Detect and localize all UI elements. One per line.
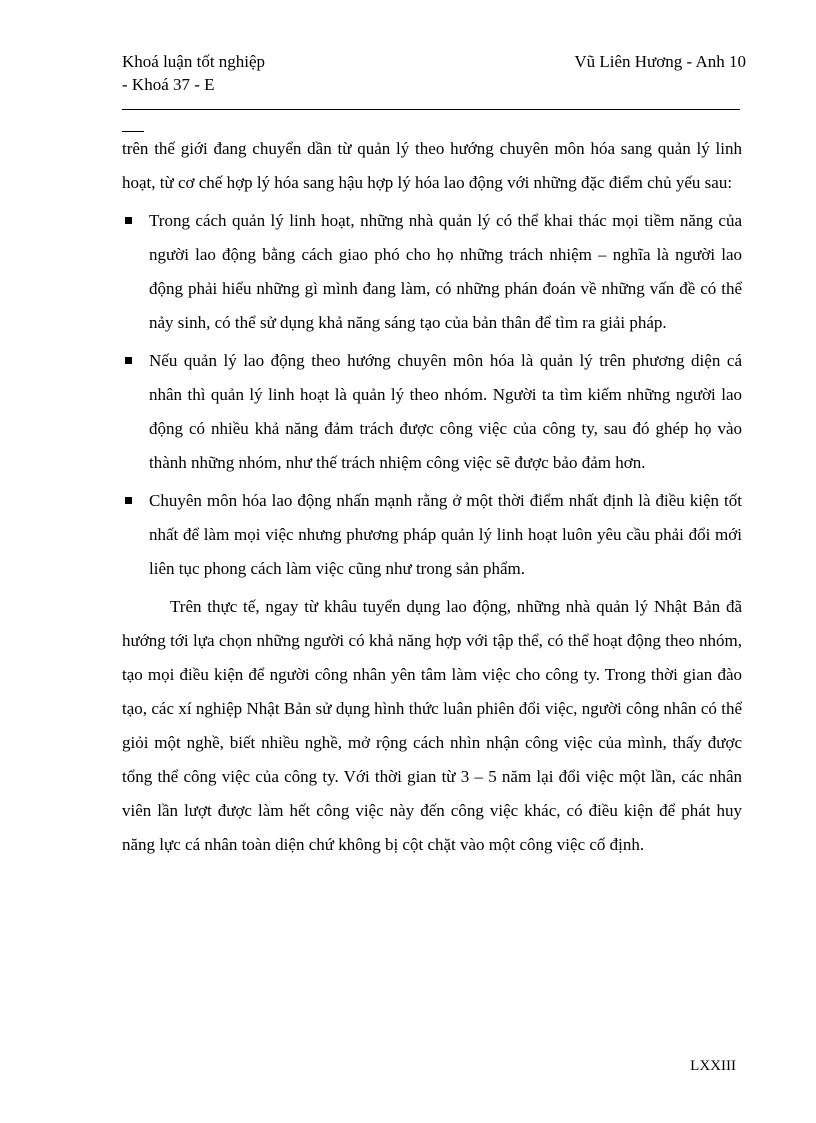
header-divider bbox=[122, 109, 740, 110]
lead-paragraph: trên thế giới đang chuyển dần từ quản lý theo hướng chuyên môn hóa sang quản lý linh hoạt, từ cơ chế hợp lý hóa sang hậu hợp lý hóa lao động với những đặc điểm chủ yếu sau: bbox=[122, 139, 742, 192]
list-item bbox=[122, 204, 742, 340]
list-item-text: Trong cách quản lý linh hoạt, những nhà quản lý có thể khai thác mọi tiềm năng của người lao động bằng cách giao phó cho họ những trách nhiệm – nghĩa là người lao động phải hiểu những gì mình đang làm, có những phán đoán về những vấn đề có thể nảy sinh, có thể sử dụng khả năng sáng tạo của bản thân để tìm ra giải pháp. bbox=[149, 211, 742, 332]
thesis-label: Khoá luận tốt nghiệp bbox=[122, 52, 266, 71]
page-body bbox=[122, 132, 742, 862]
square-bullet-icon bbox=[125, 357, 132, 364]
course-label: - Khoá 37 - E bbox=[122, 75, 215, 94]
bullet-list bbox=[122, 204, 742, 586]
page-number: LXXIII bbox=[690, 1058, 736, 1074]
list-item-text: Chuyên môn hóa lao động nhấn mạnh rằng ở một thời điểm nhất định là điều kiện tốt nhất để làm mọi việc nhưng phương pháp quản lý linh hoạt luôn yêu cầu phải đổi mới liên tục phong cách làm việc cũng như trong sản phẩm. bbox=[149, 491, 742, 578]
list-item-text: Nếu quản lý lao động theo hướng chuyên môn hóa là quản lý trên phương diện cá nhân thì quản lý linh hoạt là quản lý theo nhóm. Người ta tìm kiếm những người lao động có nhiều khả năng đảm trách được công việc của công ty, sau đó ghép họ vào thành những nhóm, như thế trách nhiệm công việc sẽ được bảo đảm hơn. bbox=[149, 351, 742, 472]
author-label: Vũ Liên Hương - Anh 10 bbox=[574, 52, 746, 71]
square-bullet-icon bbox=[125, 497, 132, 504]
list-item bbox=[122, 344, 742, 480]
header-left bbox=[122, 50, 265, 96]
body-paragraph: Trên thực tế, ngay từ khâu tuyển dụng lao động, những nhà quản lý Nhật Bản đã hướng tới lựa chọn những người có khả năng hợp với tập thể, có thể hoạt động theo nhóm, tạo mọi điều kiện để người công nhân yên tâm làm việc cho công ty. Trong thời gian đào tạo, các xí nghiệp Nhật Bản sử dụng hình thức luân phiên đổi việc, người công nhân có thể giỏi một nghề, biết nhiều nghề, mở rộng cách nhìn nhận công việc của mình, thấy được tổng thể công việc của công ty. Với thời gian từ 3 – 5 năm lại đổi việc một lần, các nhân viên lần lượt được làm hết công việc này đến công việc khác, có điều kiện để phát huy năng lực cá nhân toàn diện chứ không bị cột chặt vào một công việc cố định. bbox=[122, 597, 742, 854]
square-bullet-icon bbox=[125, 217, 132, 224]
list-item bbox=[122, 484, 742, 586]
